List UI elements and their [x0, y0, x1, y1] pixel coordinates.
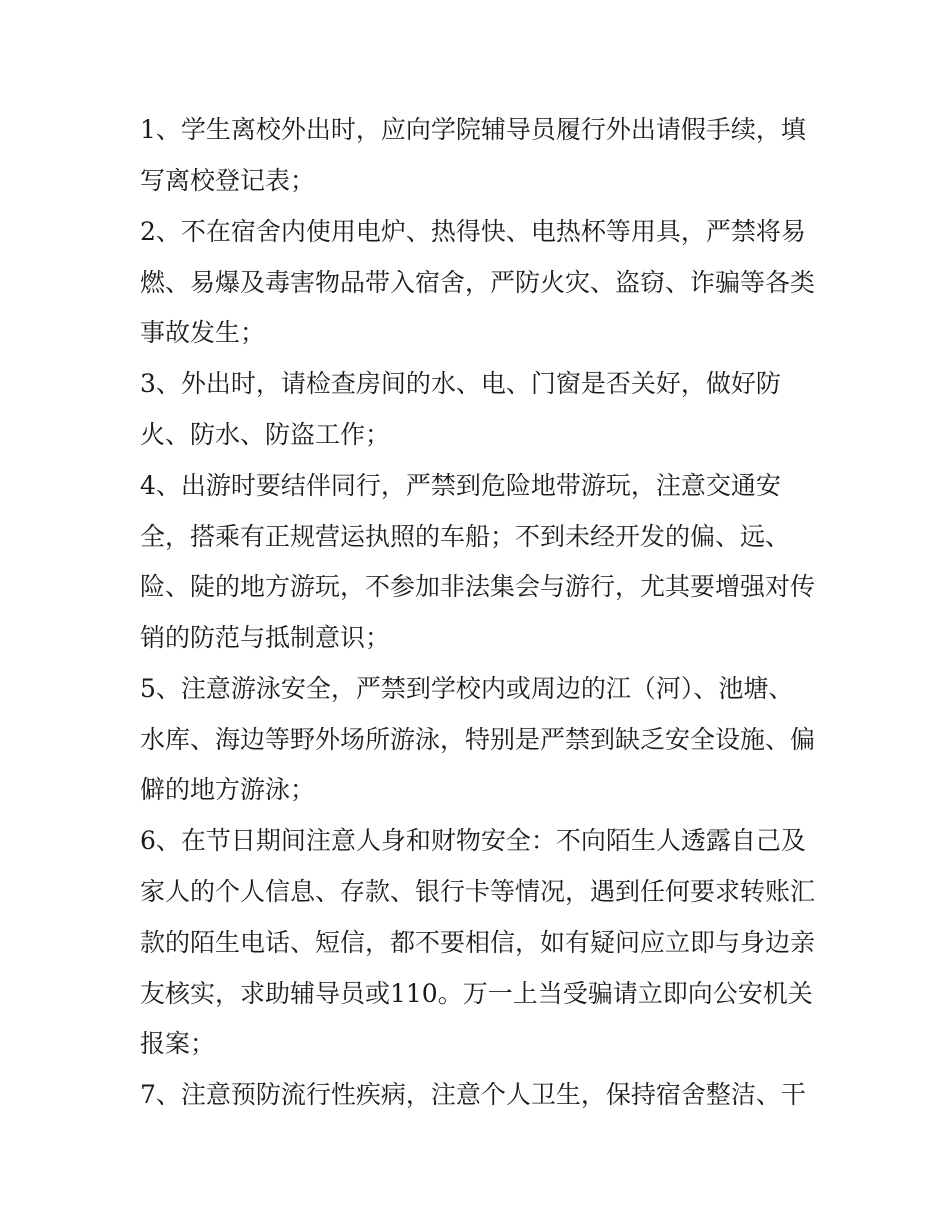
item-1-line-2: 写离校登记表； [140, 166, 316, 195]
item-5-line-1: 5、注意游泳安全，严禁到学校内或周边的江（河）、池塘、 [140, 674, 794, 703]
item-6-line-2: 家人的个人信息、存款、银行卡等情况，遇到任何要求转账汇 [140, 877, 816, 906]
item-4-line-2: 全，搭乘有正规营运执照的车船；不到未经开发的偏、远、 [140, 522, 791, 551]
item-6-line-3: 款的陌生电话、短信，都不要相信，如有疑问应立即与身边亲 [140, 928, 816, 957]
item-4-line-4: 销的防范与抵制意识； [140, 623, 391, 652]
item-5-line-2: 水库、海边等野外场所游泳，特别是严禁到缺乏安全设施、偏 [140, 725, 816, 754]
item-3-line-1: 3、外出时，请检查房间的水、电、门窗是否关好，做好防 [140, 369, 781, 398]
item-2-line-3: 事故发生； [140, 318, 266, 347]
item-4-line-3: 险、陡的地方游玩，不参加非法集会与游行，尤其要增强对传 [140, 572, 816, 601]
item-6-line-5: 报案； [140, 1029, 216, 1058]
item-6-line-4: 友核实，求助辅导员或110。万一上当受骗请立即向公安机关 [140, 979, 813, 1008]
item-5-line-3: 僻的地方游泳； [140, 775, 316, 804]
item-2-line-2: 燃、易爆及毒害物品带入宿舍，严防火灾、盗窃、诈骗等各类 [140, 268, 816, 297]
item-1-line-1: 1、学生离校外出时，应向学院辅导员履行外出请假手续，填 [140, 115, 806, 144]
item-6-line-1: 6、在节日期间注意人身和财物安全：不向陌生人透露自己及 [140, 826, 806, 855]
item-4-line-1: 4、出游时要结伴同行，严禁到危险地带游玩，注意交通安 [140, 471, 781, 500]
item-3-line-2: 火、防水、防盗工作； [140, 420, 391, 449]
item-7-line-1: 7、注意预防流行性疾病，注意个人卫生，保持宿舍整洁、干 [140, 1080, 806, 1109]
item-2-line-1: 2、不在宿舍内使用电炉、热得快、电热杯等用具，严禁将易 [140, 217, 806, 246]
